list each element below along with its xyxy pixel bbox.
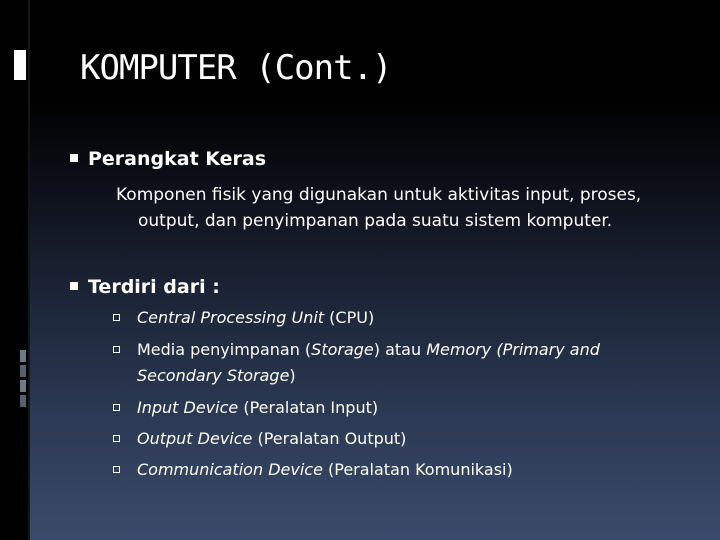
list-item-storage-line2	[137, 361, 296, 391]
item-italic: Secondary Storage	[137, 366, 290, 385]
item-text: (CPU)	[324, 308, 375, 327]
list-item-communication-device	[137, 455, 513, 485]
list-item-cpu	[137, 303, 374, 333]
item-italic: Storage	[311, 340, 374, 359]
bullet-terdiri-dari	[88, 276, 220, 298]
item-text: )	[289, 366, 296, 385]
title-accent-bar	[14, 50, 26, 80]
definition-line-1: Komponen fisik yang digunakan untuk aktivitas input, proses,	[116, 185, 642, 205]
slide-title: KOMPUTER (Cont.)	[80, 48, 392, 88]
definition-text	[116, 182, 676, 234]
hollow-square-bullet-icon	[113, 314, 120, 321]
item-text: (Peralatan Input)	[238, 398, 379, 417]
bullet-heading: Terdiri dari :	[88, 276, 220, 298]
item-text: (Peralatan Output)	[252, 429, 407, 448]
bullet-heading: Perangkat Keras	[88, 148, 267, 170]
hollow-square-bullet-icon	[113, 435, 120, 442]
item-text: Media penyimpanan (	[137, 340, 312, 359]
item-text: ) atau	[373, 340, 427, 359]
item-italic: Output Device	[137, 429, 253, 448]
item-italic: Memory (Primary and	[426, 340, 600, 359]
hollow-square-bullet-icon	[113, 346, 120, 353]
square-bullet-icon	[70, 154, 78, 162]
list-item-input-device	[137, 393, 378, 423]
item-italic: Communication Device	[137, 460, 323, 479]
decorative-block	[20, 365, 26, 377]
definition-line-2: output, dan penyimpanan pada suatu sistem komputer.	[138, 211, 613, 231]
hollow-square-bullet-icon	[113, 466, 120, 473]
item-italic: Input Device	[137, 398, 239, 417]
decorative-block	[20, 380, 26, 392]
left-divider	[28, 0, 30, 540]
square-bullet-icon	[70, 282, 78, 290]
hollow-square-bullet-icon	[113, 404, 120, 411]
decorative-block	[20, 395, 26, 407]
item-text: (Peralatan Komunikasi)	[322, 460, 513, 479]
decorative-block	[20, 350, 26, 362]
list-item-output-device	[137, 424, 406, 454]
left-strip	[0, 0, 30, 540]
item-italic: Central Processing Unit	[137, 308, 325, 327]
bullet-perangkat-keras	[88, 148, 266, 170]
